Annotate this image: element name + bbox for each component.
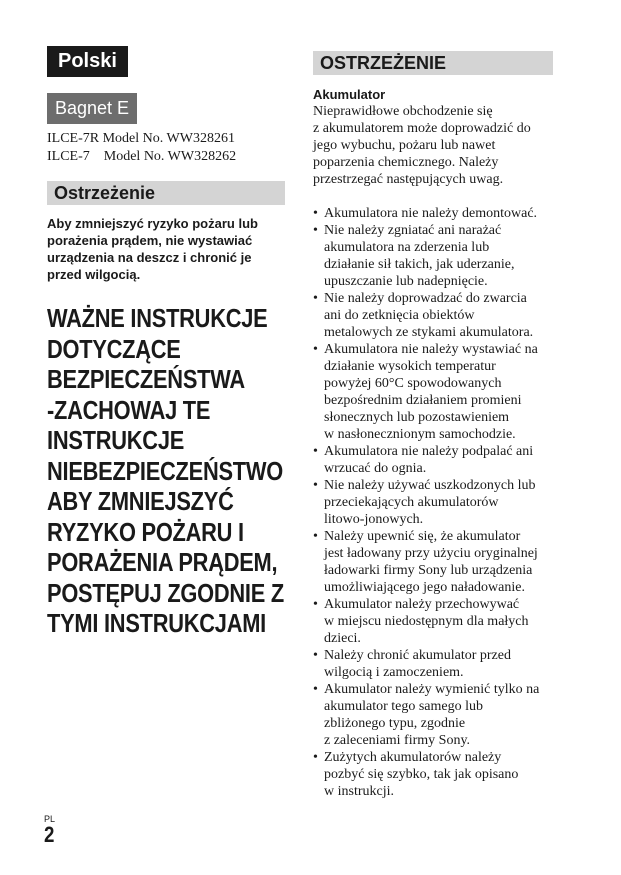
language-code: PL xyxy=(44,814,56,824)
battery-subtitle: Akumulator xyxy=(313,87,386,102)
bullet-line: • Zużytych akumulatorów należy xyxy=(324,750,502,765)
bullet-line: • Akumulatora nie należy podpalać ani xyxy=(324,444,534,459)
list-item xyxy=(313,749,553,800)
list-item xyxy=(313,528,553,596)
bullet-line: akumulator tego samego lub xyxy=(324,699,484,714)
list-item xyxy=(313,222,553,290)
bullet-line: • Nie należy używać uszkodzonych lub xyxy=(324,478,536,493)
model-line: ILCE-7R Model No. WW328261 xyxy=(47,131,235,146)
warning-text: Aby zmniejszyć ryzyko pożaru lub porażenia prądem, nie wystawiać urządzenia na deszcz i chronić je przed wilgocią. xyxy=(47,216,258,282)
list-item xyxy=(313,681,553,749)
language-badge: Polski xyxy=(47,46,128,77)
instruction-line: INSTRUKCJE xyxy=(47,425,185,455)
mount-badge: Bagnet E xyxy=(47,93,137,124)
bullet-line: w nasłonecznionym samochodzie. xyxy=(324,427,516,442)
instruction-line: TYMI INSTRUKCJAMI xyxy=(47,608,266,638)
bullet-line: powyżej 60°C spowodowanych xyxy=(324,376,502,391)
bullet-line: • Akumulator należy wymienić tylko na xyxy=(324,682,540,697)
instruction-line: PORAŻENIA PRĄDEM, xyxy=(47,547,278,577)
intro-line: jego wybuchu, pożaru lub nawet xyxy=(313,138,496,153)
battery-warnings-list xyxy=(313,205,553,800)
list-item xyxy=(313,647,553,681)
page-number: 2 xyxy=(44,822,55,847)
instruction-line: ABY ZMNIEJSZYĆ xyxy=(47,486,234,516)
list-item xyxy=(313,290,553,341)
bullet-line: działanie sił takich, jak uderzanie, xyxy=(324,257,515,272)
bullet-line: umożliwiającego jego naładowanie. xyxy=(324,580,525,595)
intro-line: Nieprawidłowe obchodzenie się xyxy=(313,104,493,119)
list-item xyxy=(313,443,553,477)
right-column xyxy=(313,51,553,800)
list-item xyxy=(313,205,553,222)
bullet-line: działanie wysokich temperatur xyxy=(324,359,496,374)
bullet-line: • Nie należy doprowadzać do zwarcia xyxy=(324,291,527,306)
bullet-line: w miejscu niedostępnym dla małych xyxy=(324,614,529,629)
bullet-line: wilgocią i zamoczeniem. xyxy=(324,665,464,680)
instruction-line: -ZACHOWAJ TE xyxy=(47,394,211,425)
model-numbers xyxy=(47,130,285,166)
bullet-line: akumulatora na zderzenia lub xyxy=(324,240,490,255)
bullet-line: wrzucać do ognia. xyxy=(324,461,427,476)
bullet-line: przeciekających akumulatorów xyxy=(324,495,499,510)
battery-section-title: OSTRZEŻENIE xyxy=(313,51,553,75)
bullet-line: ani do zetknięcia obiektów xyxy=(324,308,475,323)
bullet-line: upuszczanie lub nadepnięcie. xyxy=(324,274,488,289)
bullet-line: dzieci. xyxy=(324,631,361,646)
bullet-line: • Należy chronić akumulator przed xyxy=(324,648,511,663)
instruction-line: NIEBEZPIECZEŃSTWO xyxy=(47,455,283,486)
bullet-line: • Nie należy zgniatać ani narażać xyxy=(324,223,502,238)
instruction-line: RYZYKO POŻARU I xyxy=(47,516,244,547)
bullet-line: w instrukcji. xyxy=(324,784,394,799)
bullet-line: ładowarki firmy Sony lub urządzenia xyxy=(324,563,533,578)
instruction-line: WAŻNE INSTRUKCJE xyxy=(47,303,268,333)
bullet-line: jest ładowany przy użyciu oryginalnej xyxy=(324,546,538,561)
bullet-line: metalowych ze stykami akumulatora. xyxy=(324,325,534,340)
battery-intro xyxy=(313,103,553,188)
bullet-line: • Akumulatora nie należy demontować. xyxy=(324,206,538,221)
left-column xyxy=(47,46,285,639)
instruction-line: DOTYCZĄCE xyxy=(47,333,181,364)
intro-line: poparzenia chemicznego. Należy xyxy=(313,155,499,170)
instruction-line: POSTĘPUJ ZGODNIE Z xyxy=(47,577,284,608)
instruction-line: BEZPIECZEŃSTWA xyxy=(47,364,245,394)
list-item xyxy=(313,341,553,443)
model-line: ILCE-7 Model No. WW328262 xyxy=(47,149,237,164)
bullet-line: • Akumulator należy przechowywać xyxy=(324,597,520,612)
bullet-line: pozbyć się szybko, tak jak opisano xyxy=(324,767,519,782)
bullet-line: zbliżonego typu, zgodnie xyxy=(324,716,466,731)
bullet-line: • Akumulatora nie należy wystawiać na xyxy=(324,342,538,357)
warning-section-title: Ostrzeżenie xyxy=(47,181,285,205)
list-item xyxy=(313,596,553,647)
page-footer xyxy=(44,814,56,846)
bullet-line: z zaleceniami firmy Sony. xyxy=(324,733,471,748)
list-item xyxy=(313,477,553,528)
bullet-line: bezpośrednim działaniem promieni xyxy=(324,393,522,408)
intro-line: przestrzegać następujących uwag. xyxy=(313,172,504,187)
bullet-line: litowo-jonowych. xyxy=(324,512,424,527)
bullet-line: słonecznych lub pozostawieniem xyxy=(324,410,510,425)
intro-line: z akumulatorem może doprowadzić do xyxy=(313,121,531,136)
safety-instructions-heading xyxy=(47,303,291,639)
bullet-line: • Należy upewnić się, że akumulator xyxy=(324,529,521,544)
